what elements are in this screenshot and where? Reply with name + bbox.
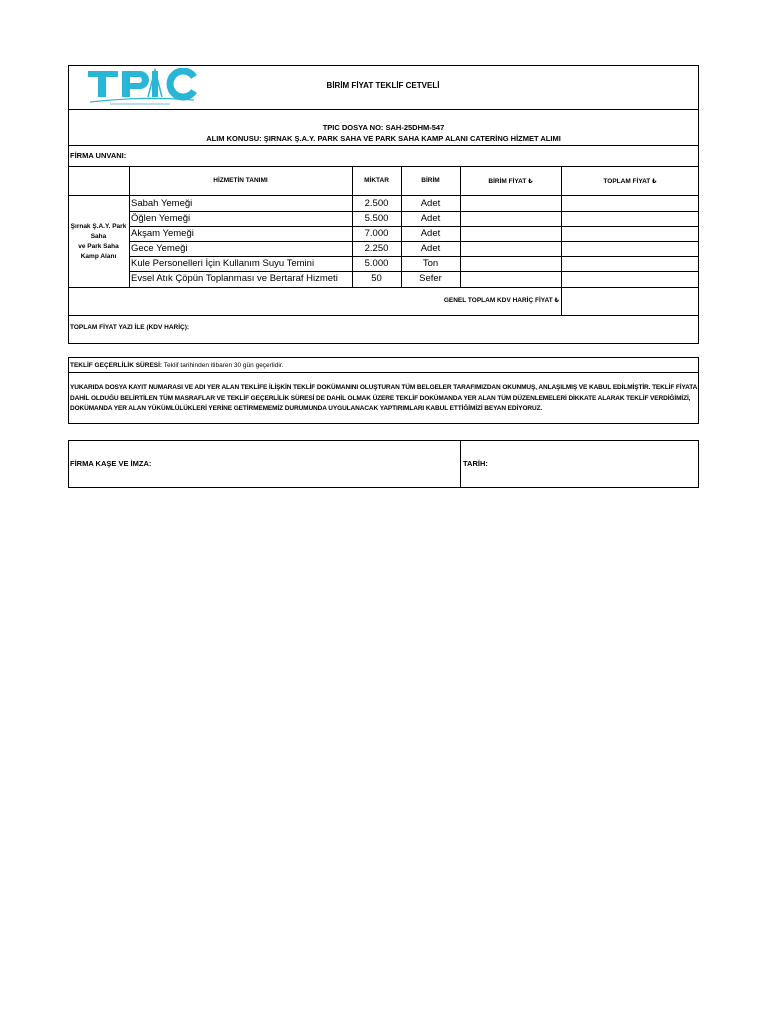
declaration-text: YUKARIDA DOSYA KAYIT NUMARASI VE ADI YER ALAN TEKLİFE İLİŞKİN TEKLİF DOKÜMANINI OLUŞTURAN TÜM BELGELER TARAFIMIZDAN OKUNMUŞ, ANLAŞILMIŞ VE KABUL EDİLMİŞTİR. TEKLİF FİYATA DAHİL OLDUĞU BELİRTİLEN TÜM MASRAFLAR VE TEKLİF GEÇERLİLİK SÜRESİ DE DAHİL OLMAK ÜZERE TEKLİF DOKÜMANDA YER ALAN TÜM DÜZENLEMELERİ DİKKATE ALARAK TEKLİF VERDİĞİMİZİ, DOKÜMANDA YER ALAN YÜKÜMLÜLÜKLERİ YERİNE GETİRMEMEMİZ DURUMUNDA UYGULANACAK YAPTIRIMLARI KABUL ETTİĞİMİZİ BEYAN EDİYORUZ. (70, 384, 697, 412)
table-row-quantity: 7.000 (364, 228, 389, 239)
table-row-service: Sabah Yemeği (131, 198, 193, 209)
grand-total-value[interactable] (562, 288, 698, 314)
table-row-service: Kule Personelleri İçin Kullanım Suyu Temini (131, 258, 315, 269)
table-row-service: Akşam Yemeği (131, 228, 194, 239)
table-row-service: Öğlen Yemeği (131, 213, 191, 224)
form-title: BİRİM FİYAT TEKLİF CETVELİ (326, 81, 440, 90)
table-row-quantity: 2.250 (364, 243, 389, 254)
signature-box (68, 440, 699, 488)
grand-total-label: GENEL TOPLAM KDV HARİÇ FİYAT ₺ (443, 297, 559, 304)
tpic-logo (86, 68, 198, 108)
col-header-total-price: TOPLAM FİYAT ₺ (603, 178, 657, 185)
col-header-quantity: MİKTAR (364, 177, 389, 184)
date-label: TARİH: (463, 459, 488, 468)
table-row-quantity: 50 (371, 273, 382, 284)
procurement-subject: ALIM KONUSU: ŞIRNAK Ş.A.Y. PARK SAHA VE PARK SAHA KAMP ALANI CATERİNG HİZMET ALIMI (206, 134, 561, 143)
table-row-unit: Adet (420, 198, 441, 209)
table-row-service: Evsel Atık Çöpün Toplanması ve Bertaraf Hizmeti (131, 273, 338, 284)
location-cell (68, 222, 129, 262)
file-number: TPIC DOSYA NO: SAH-25DHM-547 (322, 123, 445, 132)
col-header-unit-price: BİRİM FİYAT ₺ (488, 178, 533, 185)
col-header-service: HİZMETİN TANIMI (213, 177, 268, 184)
stamp-signature-label: FİRMA KAŞE VE İMZA: (70, 459, 152, 468)
location-line: Şırnak Ş.A.Y. Park (70, 223, 127, 230)
col-header-unit: BİRİM (421, 177, 440, 184)
location-line: Saha (90, 233, 107, 240)
table-row-service: Gece Yemeği (131, 243, 188, 254)
table-row-quantity: 5.000 (364, 258, 389, 269)
table-row-unit: Sefer (419, 273, 442, 284)
table-row-unit: Adet (420, 213, 441, 224)
table-row-quantity: 2.500 (364, 198, 389, 209)
table-row-unit: Ton (422, 258, 439, 269)
validity-text: Teklif tarihinden itibaren 30 gün geçerlidir. (163, 362, 284, 369)
table-row-unit: Adet (420, 243, 441, 254)
validity-line (70, 362, 283, 369)
company-name-label: FİRMA UNVANI: (70, 151, 127, 160)
validity-label: TEKLİF GEÇERLİLİK SÜRESİ: (70, 362, 163, 369)
table-row-quantity: 5.500 (364, 213, 389, 224)
table-row-unit: Adet (420, 228, 441, 239)
location-line: ve Park Saha (78, 243, 119, 250)
location-line: Kamp Alanı (80, 253, 117, 260)
total-in-words-label: TOPLAM FİYAT YAZI İLE (KDV HARİÇ): (70, 324, 190, 331)
